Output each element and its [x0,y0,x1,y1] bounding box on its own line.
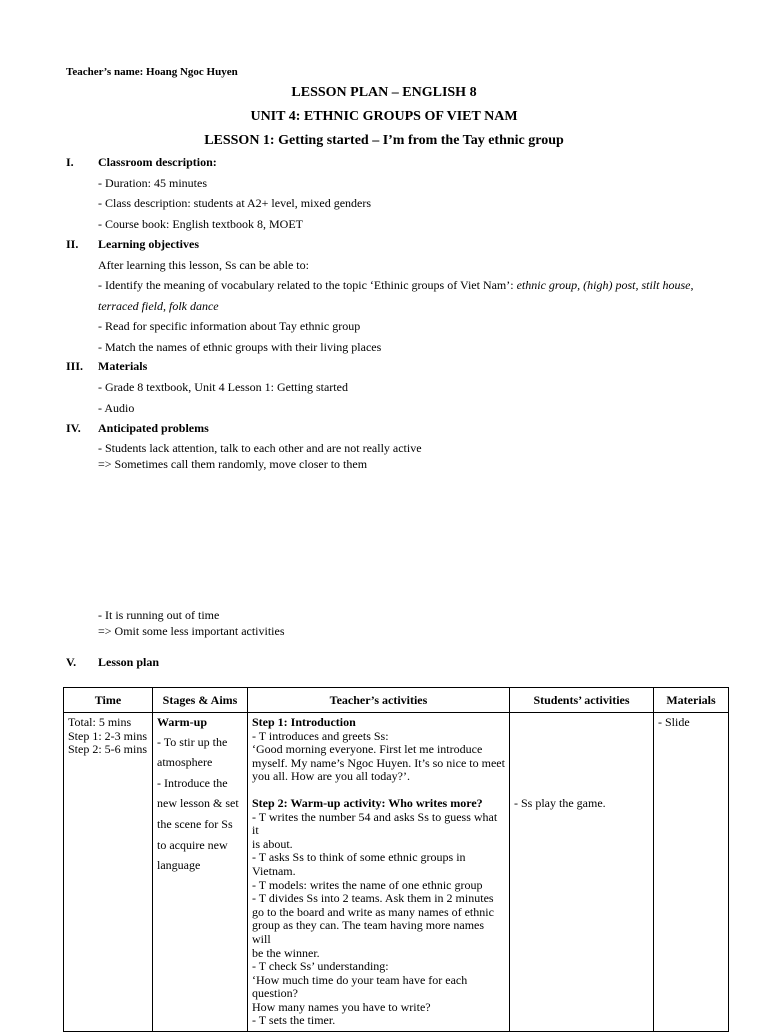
section-4-number: IV. [66,421,81,435]
step-2-line: - T sets the timer. [252,1013,336,1028]
section-5-number: V. [66,655,77,669]
stage-cell [153,713,248,1032]
step-2-line: - T asks Ss to think of some ethnic groups in [252,850,466,865]
step-1-title: Step 1: Introduction [252,715,356,729]
header-time: Time [64,688,153,713]
section-2-title: Learning objectives [98,237,199,251]
step-2-line: is about. [252,836,293,851]
step-1-line: ‘Good morning everyone. First let me introduce [252,742,483,757]
step-2-line: group as they can. The team having more names will [252,918,485,946]
student-activity: - Ss play the game. [514,796,606,810]
solution-attention: => Sometimes call them randomly, move closer to them [98,457,368,471]
materials-cell [654,713,729,1032]
step-2-title: Step 2: Warm-up activity: Who writes more? [252,795,483,810]
stage-aim-line: language [157,858,201,873]
stage-aim-line: - Introduce the [157,775,228,790]
step-2-line: Vietnam. [252,863,296,878]
problem-attention: - Students lack attention, talk to each other and are not really active [98,441,422,455]
section-3-number: III. [66,359,84,373]
section-4-title: Anticipated problems [98,421,209,435]
header-teacher-activities: Teacher’s activities [248,688,510,713]
stage-aim-line: new lesson & set [157,796,239,811]
course-book-line: - Course book: English textbook 8, MOET [98,217,303,231]
time-total: Total: 5 mins [68,715,132,729]
section-3-title: Materials [98,359,148,373]
step-1-line: - T introduces and greets Ss: [252,728,389,743]
table-row [64,713,729,1032]
teacher-activities-cell [248,713,510,1032]
step-2-line: - T writes the number 54 and asks Ss to guess what it [252,809,498,838]
materials-textbook: - Grade 8 textbook, Unit 4 Lesson 1: Getting started [98,380,348,394]
stage-aim-line: to acquire new [157,837,228,852]
duration-line: - Duration: 45 minutes [98,176,207,190]
lesson-plan-table [63,687,729,1032]
objectives-intro: After learning this lesson, Ss can be able to: [98,258,309,272]
unit-title: UNIT 4: ETHNIC GROUPS OF VIET NAM [250,109,518,124]
section-1-title: Classroom description: [98,155,217,169]
stage-aim-line: atmosphere [157,755,213,770]
header-materials: Materials [654,688,729,713]
objective-vocabulary [98,278,693,293]
step-2-line: question? [252,986,298,1001]
step-2-line: be the winner. [252,945,320,960]
step-1-line: you all. How are you all today?’. [252,769,410,784]
step-2-line: - T divides Ss into 2 teams. Ask them in 2 minutes [252,891,494,906]
stage-aim-line: - To stir up the [157,734,228,749]
step-2-line: go to the board and write as many names of ethnic [252,904,494,919]
stage-aim-line: the scene for Ss [157,816,233,831]
materials-audio: - Audio [98,401,135,415]
lesson-plan-title: LESSON PLAN – ENGLISH 8 [291,85,477,100]
section-2-number: II. [66,237,79,251]
header-student-activities: Students’ activities [510,688,654,713]
material-slide: - Slide [658,715,690,729]
time-step-2: Step 2: 5-6 mins [68,742,148,757]
section-5-title: Lesson plan [98,655,160,669]
teacher-name: Teacher’s name: Hoang Ngoc Huyen [66,66,238,78]
objective-vocabulary-continued: terraced field, folk dance [98,299,219,313]
objective-matching: - Match the names of ethnic groups with their living places [98,340,382,354]
step-1-line: myself. My name’s Ngoc Huyen. It’s so nice to meet [252,755,505,770]
class-description-line: - Class description: students at A2+ level, mixed genders [98,196,372,210]
step-2-line: ‘How much time do your team have for each [252,972,468,987]
stage-title: Warm-up [157,715,208,729]
objective-vocabulary-italic: ethnic group, (high) post, stilt house, [516,278,694,292]
step-2-line: - T models: writes the name of one ethnic group [252,877,483,892]
objective-vocabulary-text: - Identify the meaning of vocabulary related to the topic ‘Ethinic groups of Viet Nam’: [98,278,517,292]
objective-reading: - Read for specific information about Tay ethnic group [98,319,361,333]
section-1-number: I. [66,155,74,169]
header-stages: Stages & Aims [153,688,248,713]
solution-time: => Omit some less important activities [98,624,285,638]
step-2-line: How many names you have to write? [252,999,431,1014]
lesson-title: LESSON 1: Getting started – I’m from the Tay ethnic group [204,133,564,148]
student-activities-cell [510,713,654,1032]
step-2-line: - T check Ss’ understanding: [252,959,389,974]
time-step-1: Step 1: 2-3 mins [68,728,148,743]
table-header-row [64,688,729,713]
time-cell [64,713,153,1032]
problem-time: - It is running out of time [98,608,220,622]
